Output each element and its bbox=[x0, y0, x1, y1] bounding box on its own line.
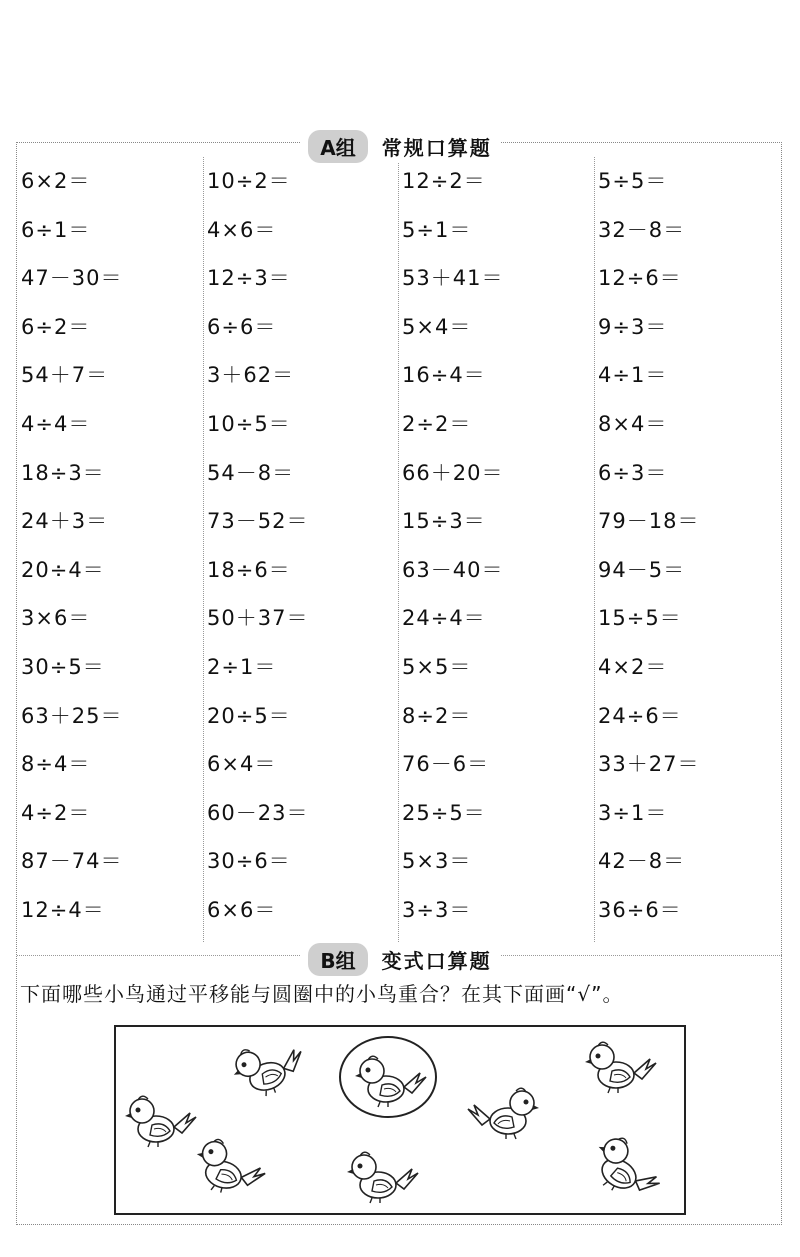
problem-item: 18÷6＝ bbox=[207, 557, 291, 582]
problem-item: 8÷2＝ bbox=[402, 703, 472, 728]
problem-column-3 bbox=[398, 157, 590, 942]
problem-item: 42－8＝ bbox=[598, 849, 686, 874]
problem-item: 63－40＝ bbox=[402, 557, 504, 582]
problem-item: 33＋27＝ bbox=[598, 752, 700, 777]
problem-item: 87－74＝ bbox=[21, 849, 123, 874]
problem-item: 5×5＝ bbox=[402, 655, 472, 679]
bird-2 bbox=[125, 1096, 196, 1147]
problem-item: 32－8＝ bbox=[598, 217, 686, 242]
bird-5 bbox=[468, 1088, 539, 1139]
problem-item: 5×3＝ bbox=[402, 849, 472, 874]
problem-item: 6÷6＝ bbox=[207, 314, 277, 339]
problem-item: 73－52＝ bbox=[207, 509, 309, 534]
problem-item: 24＋3＝ bbox=[21, 509, 109, 534]
problem-item: 8×4＝ bbox=[598, 412, 668, 436]
section-b-title: 变式口算题 bbox=[381, 949, 492, 973]
problem-item: 50＋37＝ bbox=[207, 606, 309, 631]
problem-item: 6÷3＝ bbox=[598, 460, 668, 485]
problem-item: 66＋20＝ bbox=[402, 460, 504, 485]
birds-svg bbox=[116, 1027, 688, 1217]
problem-item: 18÷3＝ bbox=[21, 460, 105, 485]
bird-1 bbox=[227, 1032, 311, 1104]
problem-item: 60－23＝ bbox=[207, 800, 309, 825]
problem-item: 5×4＝ bbox=[402, 314, 472, 339]
birds-illustration bbox=[114, 1025, 686, 1215]
problem-item: 16÷4＝ bbox=[402, 363, 486, 388]
problem-item: 20÷5＝ bbox=[207, 703, 291, 728]
problem-item: 24÷6＝ bbox=[598, 703, 682, 728]
problem-item: 12÷2＝ bbox=[402, 169, 486, 193]
problem-item: 54－8＝ bbox=[207, 460, 295, 485]
problem-item: 12÷6＝ bbox=[598, 266, 682, 291]
bird-in-circle bbox=[355, 1056, 426, 1107]
problem-item: 47－30＝ bbox=[21, 266, 123, 291]
problem-item: 54＋7＝ bbox=[21, 363, 109, 388]
problem-item: 3÷1＝ bbox=[598, 800, 668, 825]
problem-item: 8÷4＝ bbox=[21, 752, 91, 777]
problem-item: 15÷3＝ bbox=[402, 509, 486, 534]
bird-3 bbox=[189, 1135, 271, 1202]
problem-item: 4×6＝ bbox=[207, 217, 277, 242]
problem-item: 10÷2＝ bbox=[207, 169, 291, 193]
problem-item: 3＋62＝ bbox=[207, 363, 295, 388]
bird-4 bbox=[347, 1152, 418, 1203]
problem-item: 6×6＝ bbox=[207, 898, 277, 922]
problem-item: 53＋41＝ bbox=[402, 266, 504, 291]
problem-item: 6×4＝ bbox=[207, 752, 277, 777]
problem-item: 6÷1＝ bbox=[21, 217, 91, 242]
problem-item: 6÷2＝ bbox=[21, 314, 91, 339]
problem-item: 9÷3＝ bbox=[598, 314, 668, 339]
problem-item: 12÷4＝ bbox=[21, 898, 105, 922]
section-a-badge: A组 bbox=[308, 130, 367, 163]
problem-item: 30÷5＝ bbox=[21, 655, 105, 679]
problem-item: 3×6＝ bbox=[21, 606, 91, 631]
problem-item: 79－18＝ bbox=[598, 509, 700, 534]
problem-item: 63＋25＝ bbox=[21, 703, 123, 728]
problem-item: 15÷5＝ bbox=[598, 606, 682, 631]
problem-column-1 bbox=[18, 157, 209, 942]
problem-item: 4×2＝ bbox=[598, 655, 668, 679]
section-b-badge: B组 bbox=[308, 943, 367, 976]
problem-item: 5÷5＝ bbox=[598, 169, 668, 193]
problem-item: 4÷4＝ bbox=[21, 412, 91, 436]
problem-item: 94－5＝ bbox=[598, 557, 686, 582]
problem-item: 5÷1＝ bbox=[402, 217, 472, 242]
problem-item: 20÷4＝ bbox=[21, 557, 105, 582]
problem-grid bbox=[18, 157, 782, 937]
problem-item: 10÷5＝ bbox=[207, 412, 291, 436]
problem-item: 76－6＝ bbox=[402, 752, 490, 777]
problem-item: 30÷6＝ bbox=[207, 849, 291, 874]
bird-7 bbox=[583, 1130, 670, 1209]
problem-item: 25÷5＝ bbox=[402, 800, 486, 825]
section-b-header bbox=[0, 943, 800, 976]
problem-item: 2÷2＝ bbox=[402, 412, 472, 436]
section-a-header bbox=[0, 130, 800, 163]
problem-item: 12÷3＝ bbox=[207, 266, 291, 291]
problem-item: 4÷1＝ bbox=[598, 363, 668, 388]
problem-column-4 bbox=[594, 157, 786, 942]
bird-6 bbox=[585, 1042, 656, 1093]
problem-column-2 bbox=[203, 157, 395, 942]
problem-item: 36÷6＝ bbox=[598, 898, 682, 922]
section-a-title: 常规口算题 bbox=[381, 136, 492, 160]
question-text: 下面哪些小鸟通过平移能与圆圈中的小鸟重合？在其下面画“√”。 bbox=[20, 982, 624, 1006]
problem-item: 2÷1＝ bbox=[207, 655, 277, 679]
problem-item: 3÷3＝ bbox=[402, 898, 472, 922]
problem-item: 4÷2＝ bbox=[21, 800, 91, 825]
problem-item: 24÷4＝ bbox=[402, 606, 486, 631]
problem-item: 6×2＝ bbox=[21, 169, 91, 193]
